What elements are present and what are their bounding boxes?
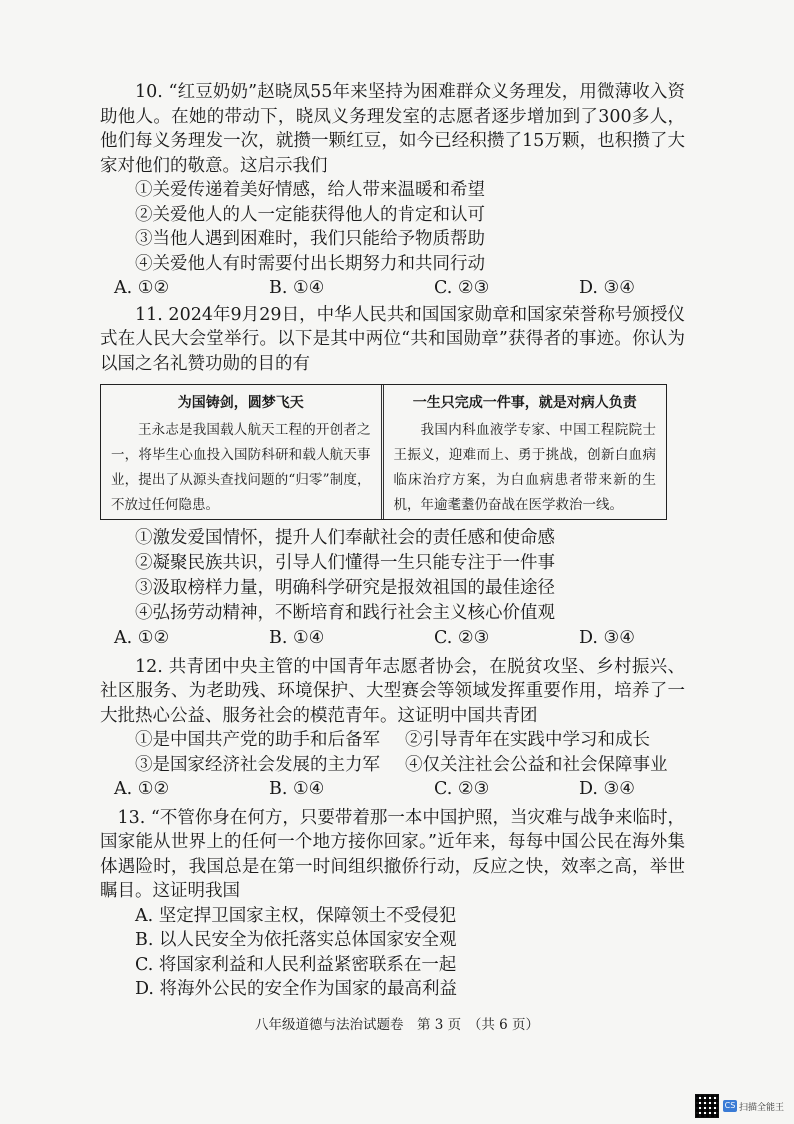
q13-option-b: B. 以人民安全为依托落实总体国家安全观 <box>135 930 457 950</box>
q11-item-1: ①激发爱国情怀，提升人们奉献社会的责任感和使命感 <box>135 528 555 548</box>
q10-item-1: ①关爱传递着美好情感，给人带来温暖和希望 <box>135 180 485 200</box>
q13-option-d: D. 将海外公民的安全作为国家的最高利益 <box>135 979 458 999</box>
q10-item-2: ②关爱他人的人一定能获得他人的肯定和认可 <box>135 204 485 225</box>
camscanner-logo-icon: CS <box>724 1101 736 1110</box>
q10-option-c: C. ②③ <box>434 278 490 298</box>
page-footer: 八年级道德与法治试题卷 第 3 页 （共 6 页） <box>254 1017 540 1033</box>
q10-option-b: B. ①④ <box>269 278 325 298</box>
q11-option-d: D. ③④ <box>579 628 635 648</box>
q11-info-box <box>100 384 667 520</box>
q11-box-left-title: 为国铸剑，圆梦飞天 <box>177 395 304 411</box>
q11-item-2: ②凝聚民族共识，引导人们懂得一生只能专注于一件事 <box>135 553 555 573</box>
q13-option-a: A. 坚定捍卫国家主权，保障领土不受侵犯 <box>135 905 457 926</box>
q12-stem: 12. 共青团中央主管的中国青年志愿者协会，在脱贫攻坚、乡村振兴、社区服务、为老助残、环境保护、大型赛会等领域发挥重要作用，培养了一大批热心公益、服务社会的模范青年。这证明中国共青团 <box>100 656 685 726</box>
q11-options <box>100 626 685 651</box>
q10-item-3: ③当他人遇到困难时，我们只能给予物质帮助 <box>135 229 485 249</box>
q12-option-c: C. ②③ <box>434 779 490 799</box>
q12-item-2: ②引导青年在实践中学习和成长 <box>405 730 650 750</box>
q12-item-3: ③是国家经济社会发展的主力军 <box>135 754 380 775</box>
scanner-watermark <box>695 1094 784 1118</box>
q11-option-c: C. ②③ <box>434 628 490 648</box>
q13-stem: 13. “不管你身在何方，只要带着那一本中国护照，当灾难与战争来临时，国家能从世界上的任何一个地方接你回家。”近年来，每每中国公民在海外集体遇险时，我国总是在第一时间组织撤侨行动，反应之快，效率之高，举世瞩目。这证明我国 <box>100 807 685 901</box>
q10-stem: 10. “红豆奶奶”赵晓凤55年来坚持为困难群众义务理发，用微薄收入资助他人。在她的带动下，晓凤义务理发室的志愿者逐步增加到了300多人，他们每义务理发一次，就攒一颗红豆，如今已经积攒了15万颗，也积攒了大家对他们的敬意。这启示我们 <box>100 82 685 176</box>
q12-option-d: D. ③④ <box>579 779 635 799</box>
q10-item-4: ④关爱他人有时需要付出长期努力和共同行动 <box>135 253 485 274</box>
q11-item-4: ④弘扬劳动精神，不断培育和践行社会主义核心价值观 <box>135 603 555 623</box>
q10-option-a: A. ①② <box>114 278 170 298</box>
exam-page <box>100 80 685 1002</box>
q12-items-row-1 <box>100 728 685 753</box>
qr-code-icon <box>695 1094 719 1118</box>
q12-item-1: ①是中国共产党的助手和后备军 <box>135 730 380 750</box>
q12-items-row-2 <box>100 753 685 778</box>
q12-options <box>100 777 685 802</box>
q13-option-c: C. 将国家利益和人民利益紧密联系在一起 <box>135 954 457 975</box>
q11-box-right <box>384 385 667 519</box>
camscanner-name: 扫描全能王 <box>739 1102 785 1113</box>
q12-item-4: ④仅关注社会公益和社会保障事业 <box>405 754 668 775</box>
q11-item-3: ③汲取榜样力量，明确科学研究是报效祖国的最佳途径 <box>135 578 555 598</box>
q12-option-b: B. ①④ <box>269 779 325 799</box>
q11-box-right-title: 一生只完成一件事，就是对病人负责 <box>412 395 637 411</box>
q10-option-d: D. ③④ <box>579 278 635 298</box>
q12-option-a: A. ①② <box>114 779 170 799</box>
q11-box-right-text: 我国内科血液学专家、中国工程院院士王振义，迎难而上、勇于挑战，创新白血病临床治疗方案，为白血病患者带来新的生机，年逾耄耋仍奋战在医学救治一线。 <box>393 422 656 513</box>
q11-box-left-text: 王永志是我国载人航天工程的开创者之一，将毕生心血投入国防科研和载人航天事业，提出了从源头查找问题的“归零”制度，不放过任何隐患。 <box>111 422 371 513</box>
q10-options <box>100 276 685 301</box>
q11-box-left <box>101 385 384 519</box>
q11-option-b: B. ①④ <box>269 628 325 648</box>
q11-stem: 11. 2024年9月29日，中华人民共和国国家勋章和国家荣誉称号颁授仪式在人民大会堂举行。以下是其中两位“共和国勋章”获得者的事迹。你认为以国之名礼赞功勋的目的有 <box>100 304 685 374</box>
q11-option-a: A. ①② <box>114 628 170 648</box>
